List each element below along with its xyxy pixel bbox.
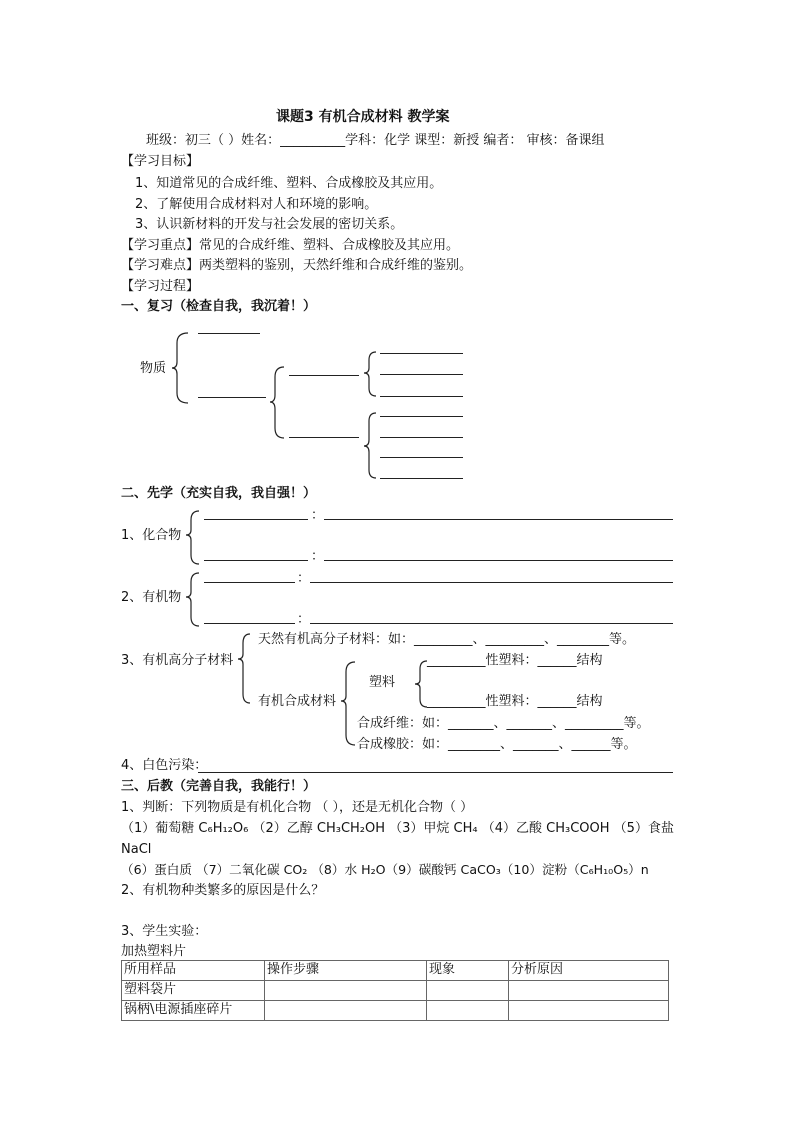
root-label: 物质 [140, 361, 167, 376]
blank-line [204, 560, 308, 561]
table-cell[interactable] [509, 981, 669, 1001]
table-cell: 塑料袋片 [122, 981, 265, 1001]
blank-line [324, 560, 673, 561]
blank-line [204, 519, 308, 520]
objective-item: 3、认识新材料的开发与社会发展的密切关系。 [135, 217, 404, 232]
synthetic-label: 有机合成材料 [258, 694, 337, 709]
blank-line [324, 519, 673, 520]
table-header-row [122, 961, 669, 981]
question-2: 2、有机物种类繁多的原因是什么？ [121, 883, 325, 898]
synthetic-fiber: 合成纤维：如：_______、_______、_________等。 [357, 716, 650, 731]
table-cell[interactable] [265, 1001, 427, 1021]
table-row [122, 1001, 669, 1021]
question-1: 1、判断：下列物质是有机化合物 （ ），还是无机化合物（ ） [121, 800, 474, 815]
table-cell[interactable] [265, 981, 427, 1001]
question-1-line2: NaCl [121, 842, 152, 857]
objectives-heading: 【学习目标】 [121, 154, 200, 169]
table-cell[interactable] [427, 981, 509, 1001]
colon: ： [311, 508, 325, 523]
white-pollution: 4、白色污染： [121, 758, 208, 773]
blank-line [310, 623, 673, 624]
table-cell: 锅柄\电源插座碎片 [122, 1001, 265, 1021]
blank-line [310, 582, 673, 583]
table-header: 操作步骤 [265, 961, 427, 981]
table-header: 所用样品 [122, 961, 265, 981]
question-1-line3: （6）蛋白质 （7）二氧化碳 CO₂ （8）水 H₂O（9）碳酸钙 CaCO₃（10）淀粉（C₆H₁₀O₅）n [121, 862, 649, 877]
blank-line [198, 772, 673, 773]
process-heading: 【学习过程】 [121, 279, 200, 294]
synthetic-rubber: 合成橡胶：如：________、_______、______等。 [357, 737, 637, 752]
question-1-line1: （1）葡萄糖 C₆H₁₂O₆ （2）乙醇 CH₃CH₂OH （3）甲烷 CH₄ （4）乙酸 CH₃COOH （5）食盐 [121, 821, 674, 836]
table-header: 分析原因 [509, 961, 669, 981]
page-title: 课题3 有机合成材料 教学案 [276, 109, 450, 125]
review-heading: 一、复习（检查自我，我沉着！） [121, 299, 317, 314]
postteach-heading: 三、后教（完善自我，我能行！） [121, 779, 317, 794]
colon: ： [297, 571, 311, 586]
table-cell[interactable] [427, 1001, 509, 1021]
prestudy-heading: 二、先学（充实自我，我自强！） [121, 486, 317, 501]
plastic-label: 塑料 [369, 675, 396, 690]
experiment-table [121, 960, 669, 1021]
table-header: 现象 [427, 961, 509, 981]
objective-item: 2、了解使用合成材料对人和环境的影响。 [135, 197, 378, 212]
difficult-point: 【学习难点】两类塑料的鉴别，天然纤维和合成纤维的鉴别。 [121, 258, 473, 273]
blank-line [204, 623, 295, 624]
polymer-label: 3、有机高分子材料 [121, 653, 234, 668]
info-line: 班级：初三（ ）姓名：__________学科：化学 课型：新授 编者： 审核：备课组 [146, 133, 605, 148]
blank-line [204, 582, 295, 583]
thermoplastic: _________性塑料：______结构 [427, 653, 603, 668]
objective-item: 1、知道常见的合成纤维、塑料、合成橡胶及其应用。 [135, 176, 443, 191]
key-point: 【学习重点】常见的合成纤维、塑料、合成橡胶及其应用。 [121, 238, 460, 253]
table-row [122, 981, 669, 1001]
compound-label: 1、化合物 [121, 528, 182, 543]
thermoset: _________性塑料：______结构 [427, 694, 603, 709]
organic-label: 2、有机物 [121, 590, 182, 605]
question-3: 3、学生实验： [121, 924, 208, 939]
natural-polymer: 天然有机高分子材料：如：_________、_________、________等。 [258, 632, 636, 647]
table-cell[interactable] [509, 1001, 669, 1021]
colon: ： [297, 612, 311, 627]
colon: ： [311, 549, 325, 564]
experiment-title: 加热塑料片 [121, 944, 187, 959]
